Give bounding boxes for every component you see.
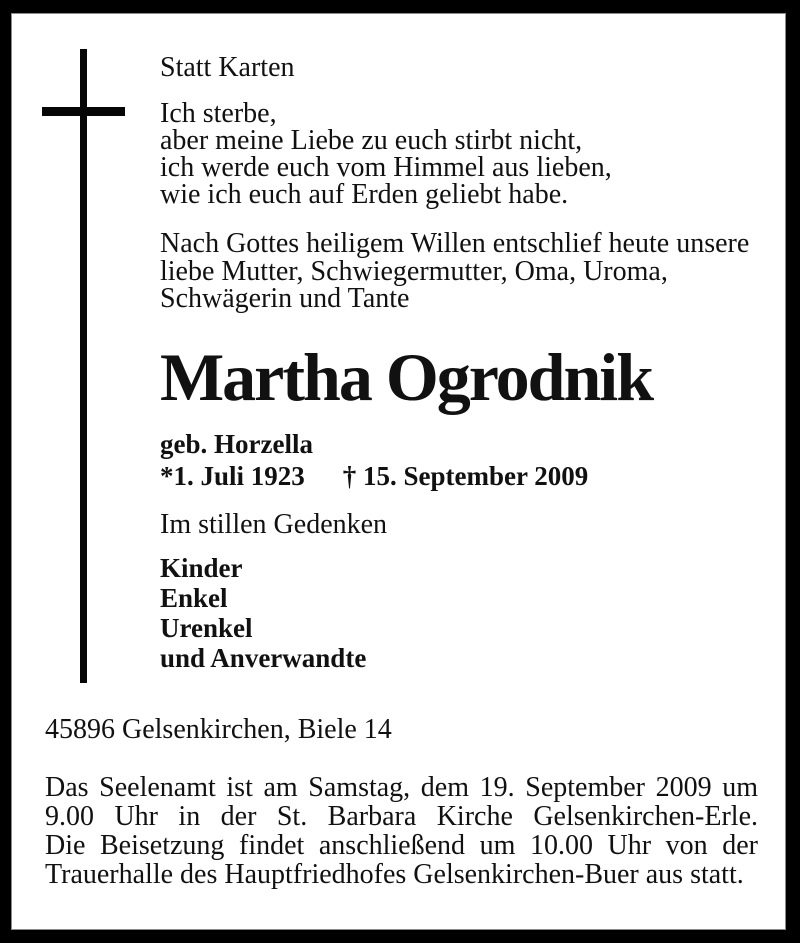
- life-dates: [160, 462, 588, 490]
- announcement-line: Schwägerin und Tante: [160, 283, 410, 314]
- service-line: Das Seelenamt ist am Samstag, dem 19. September 2009 um: [45, 772, 758, 803]
- obituary-sheet: [11, 13, 786, 930]
- preface-text: Statt Karten: [160, 52, 295, 83]
- poem-line: wie ich euch auf Erden geliebt habe.: [160, 179, 569, 210]
- mourner-item: Enkel: [160, 583, 228, 613]
- maiden-name: geb. Horzella: [160, 429, 313, 459]
- poem-block: [160, 100, 612, 208]
- mourner-item: Kinder: [160, 553, 243, 583]
- service-paragraph: [45, 773, 758, 889]
- announcement-line: Nach Gottes heiligem Willen entschlief heute unsere: [160, 228, 750, 259]
- mourner-item: Urenkel: [160, 613, 253, 643]
- poem-line: ich werde euch vom Himmel aus lieben,: [160, 152, 612, 183]
- announcement-line: liebe Mutter, Schwiegermutter, Oma, Uroma,: [160, 255, 668, 287]
- mourner-item: und Anverwandte: [160, 643, 367, 673]
- announcement-block: [160, 230, 749, 313]
- cross-vertical-bar: [80, 49, 87, 683]
- service-line: 9.00 Uhr in der St. Barbara Kirche Gelsenkirchen-Erle.: [45, 801, 758, 832]
- cross-horizontal-bar: [42, 107, 125, 116]
- poem-line: Ich sterbe,: [160, 98, 277, 129]
- birth-date: *1. Juli 1923: [160, 461, 305, 491]
- death-date: † 15. September 2009: [342, 461, 589, 491]
- service-line: Trauerhalle des Hauptfriedhofes Gelsenkirchen-Buer aus statt.: [45, 859, 744, 890]
- address-text: 45896 Gelsenkirchen, Biele 14: [45, 714, 392, 745]
- deceased-name: Martha Ogrodnik: [160, 339, 653, 415]
- poem-line: aber meine Liebe zu euch stirbt nicht,: [160, 125, 583, 156]
- service-line: Die Beisetzung findet anschließend um 10.00 Uhr von der: [45, 830, 758, 861]
- mourners-list: [160, 553, 366, 673]
- condolence-text: Im stillen Gedenken: [160, 509, 388, 540]
